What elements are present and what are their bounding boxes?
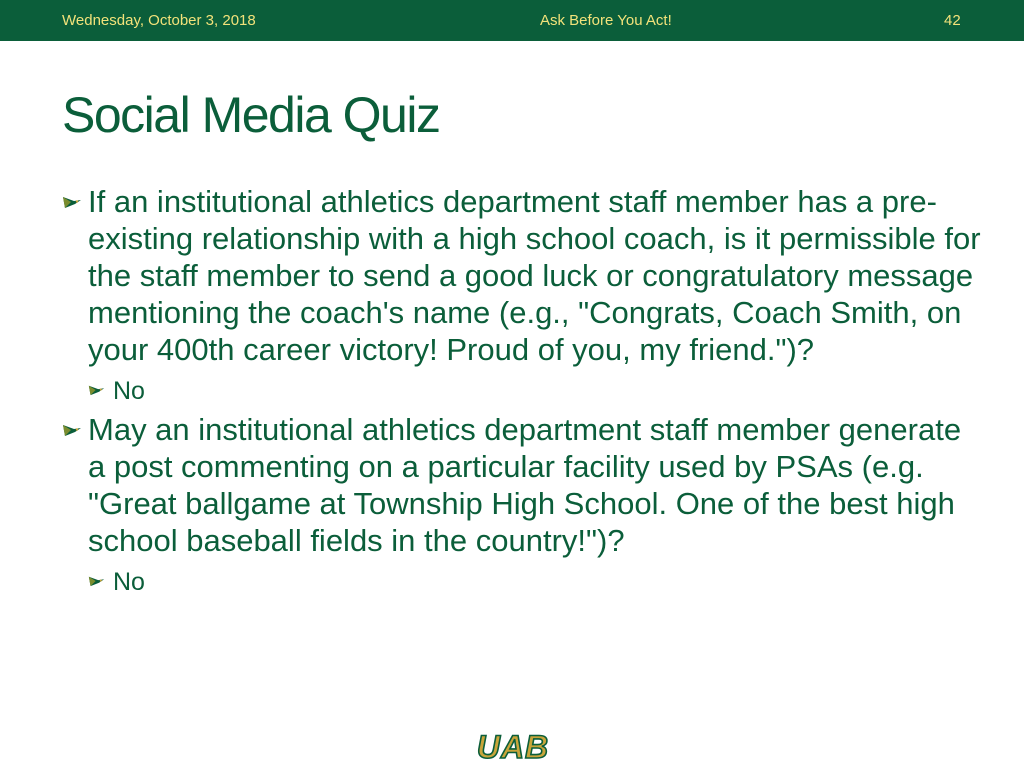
logo-text: UAB	[476, 729, 550, 764]
answer-list	[88, 375, 982, 407]
question-text: If an institutional athletics department staff member has a pre-existing relationship with a high school coach, is it permissible for the staff member to send a good luck or congratulatory message mentioning the coach's name (e.g., "Congrats, Coach Smith, on your 400th career victory! Proud of you, my friend.")?	[88, 184, 981, 367]
question-item	[62, 411, 982, 598]
header-page-number: 42	[944, 12, 961, 29]
answer-item	[88, 375, 982, 407]
answer-list	[88, 566, 982, 598]
slide-title: Social Media Quiz	[62, 87, 440, 143]
dragon-bullet-icon	[88, 574, 105, 588]
answer-text: No	[113, 568, 145, 596]
dragon-bullet-icon	[62, 194, 82, 210]
question-list	[62, 183, 982, 598]
header-title: Ask Before You Act!	[540, 12, 672, 29]
uab-logo	[460, 728, 566, 764]
answer-item	[88, 566, 982, 598]
question-text: May an institutional athletics department staff member generate a post commenting on a particular facility used by PSAs (e.g. "Great ballgame at Township High School. One of the best high school baseball fields in the country!")?	[88, 412, 962, 558]
header-date: Wednesday, October 3, 2018	[62, 12, 256, 29]
slide-header	[0, 0, 1024, 41]
dragon-bullet-icon	[88, 383, 105, 397]
dragon-bullet-icon	[62, 422, 82, 438]
question-item	[62, 183, 982, 407]
answer-text: No	[113, 377, 145, 405]
